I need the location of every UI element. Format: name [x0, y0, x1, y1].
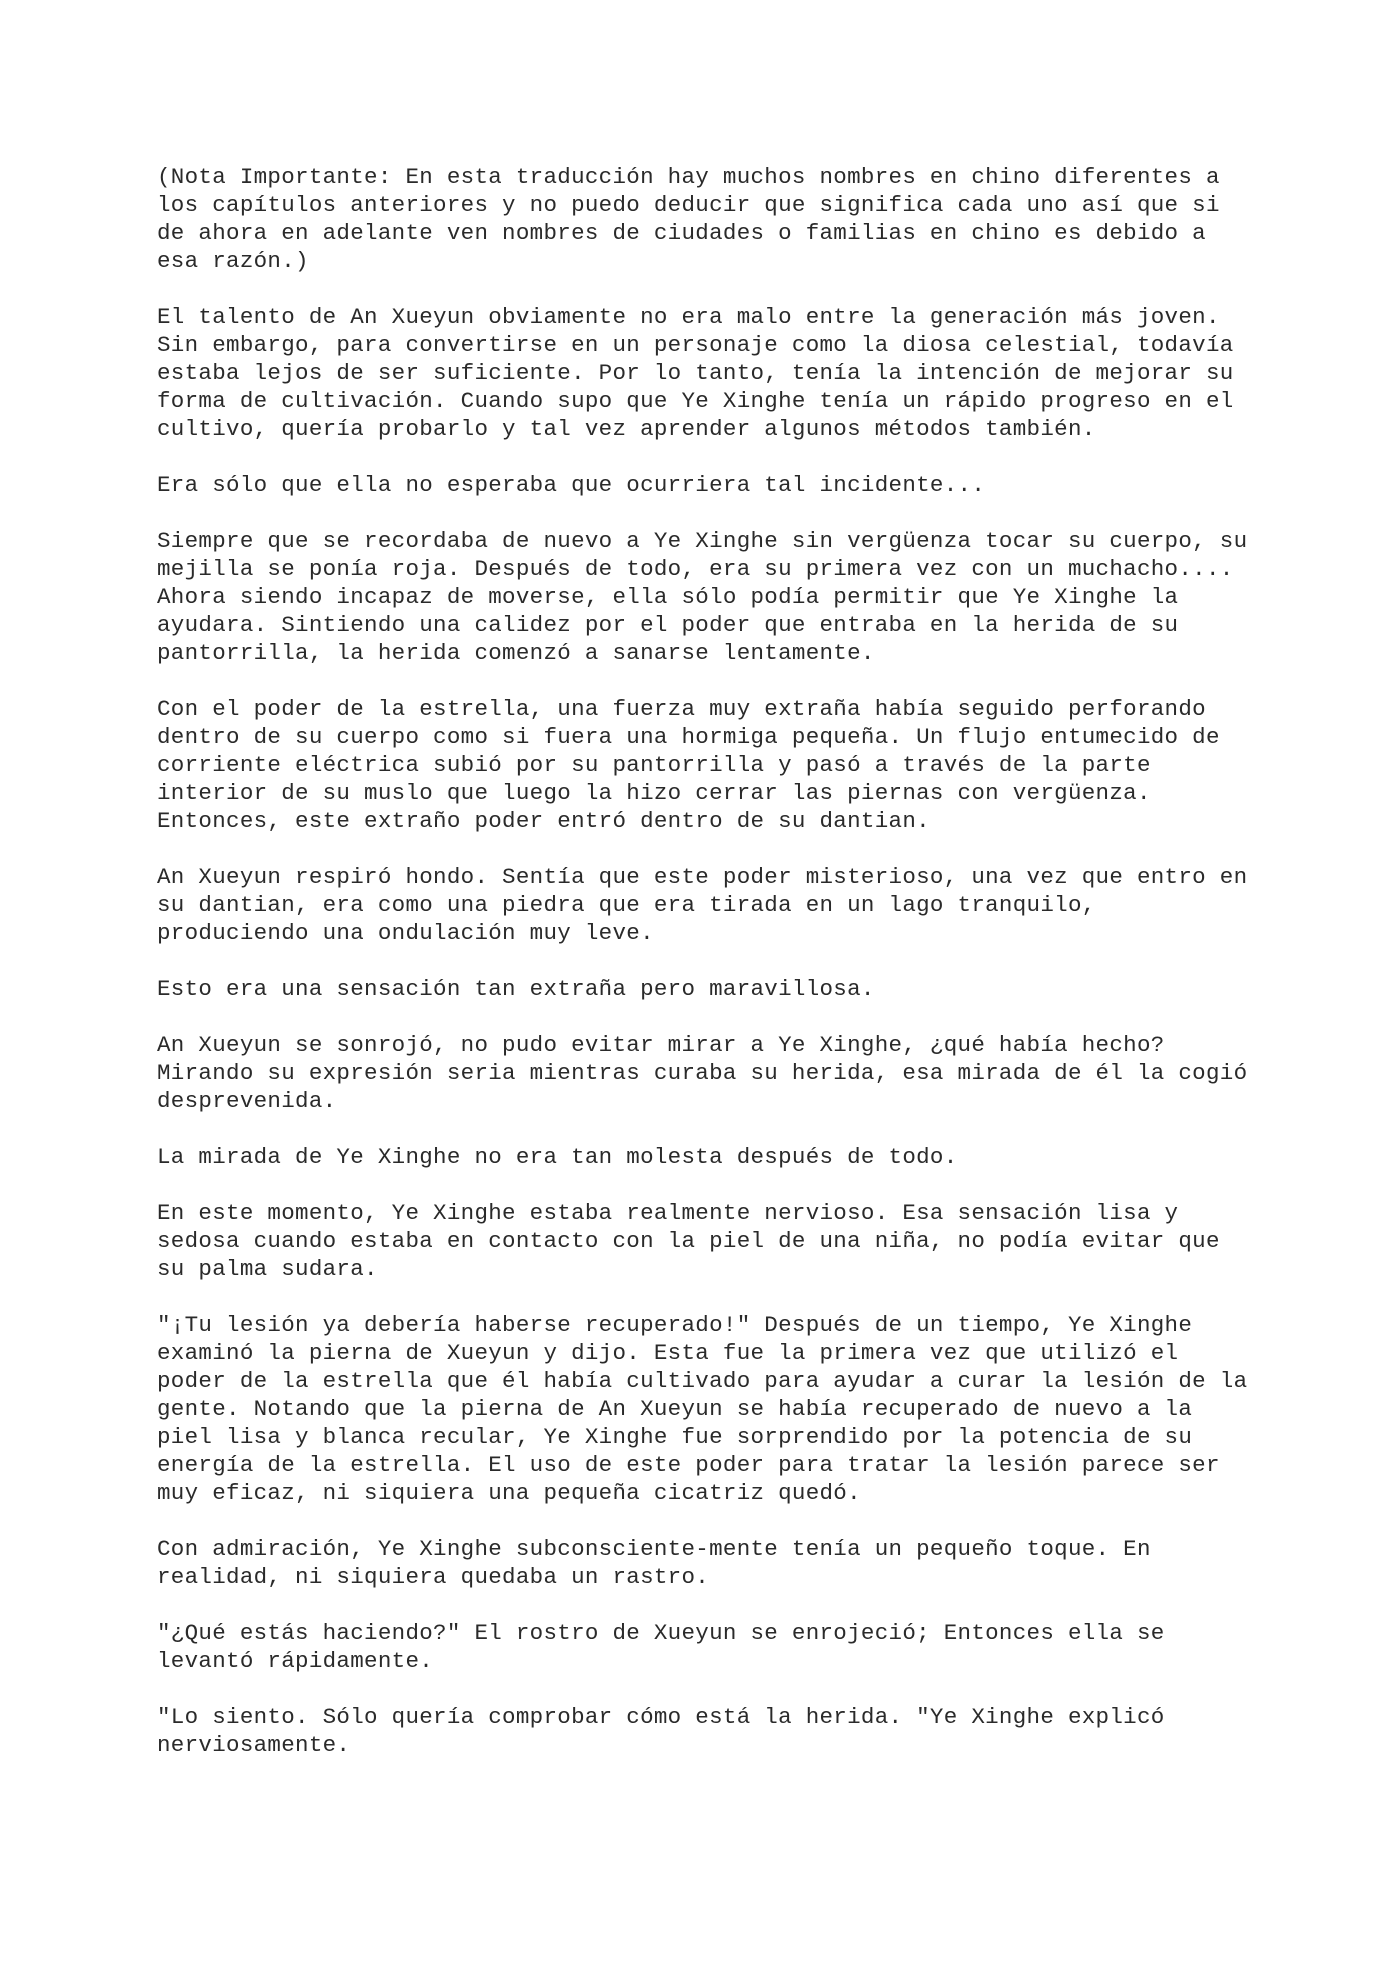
- document-body: [157, 163, 1257, 1787]
- paragraph: La mirada de Ye Xinghe no era tan molesta después de todo.: [157, 1144, 958, 1170]
- paragraph: Siempre que se recordaba de nuevo a Ye Xinghe sin vergüenza tocar su cuerpo, su mejilla se ponía roja. Después de todo, era su primera vez con un muchacho.... Ahora siendo incapaz de moverse, ella sólo podía permitir que Ye Xinghe la ayudara. Sintiendo una calidez por el poder que entraba en la herida de su pantorrilla, la herida comenzó a sanarse lentamente.: [157, 528, 1248, 666]
- paragraph: Era sólo que ella no esperaba que ocurriera tal incidente...: [157, 472, 986, 498]
- paragraph: An Xueyun se sonrojó, no pudo evitar mirar a Ye Xinghe, ¿qué había hecho? Mirando su expresión seria mientras curaba su herida, esa mirada de él la cogió desprevenida.: [157, 1032, 1248, 1114]
- paragraph: Con el poder de la estrella, una fuerza muy extraña había seguido perforando dentro de su cuerpo como si fuera una hormiga pequeña. Un flujo entumecido de corriente eléctrica subió por su pantorrilla y pasó a través de la parte interior de su muslo que luego la hizo cerrar las piernas con vergüenza. Entonces, este extraño poder entró dentro de su dantian.: [157, 696, 1220, 834]
- paragraph: "¡Tu lesión ya debería haberse recuperado!" Después de un tiempo, Ye Xinghe examinó la pierna de Xueyun y dijo. Esta fue la primera vez que utilizó el poder de la estrella que él había cultivado para ayudar a curar la lesión de la gente. Notando que la pierna de An Xueyun se había recuperado de nuevo a la piel lisa y blanca recular, Ye Xinghe fue sorprendido por la potencia de su energía de la estrella. El uso de este poder para tratar la lesión parece ser muy eficaz, ni siquiera una pequeña cicatriz quedó.: [157, 1312, 1248, 1506]
- paragraph: Esto era una sensación tan extraña pero maravillosa.: [157, 976, 875, 1002]
- paragraph: (Nota Importante: En esta traducción hay muchos nombres en chino diferentes a los capítulos anteriores y no puedo deducir que significa cada uno así que si de ahora en adelante ven nombres de ciudades o familias en chino es debido a esa razón.): [157, 164, 1220, 274]
- paragraph: El talento de An Xueyun obviamente no era malo entre la generación más joven. Sin embargo, para convertirse en un personaje como la diosa celestial, todavía estaba lejos de ser suficiente. Por lo tanto, tenía la intención de mejorar su forma de cultivación. Cuando supo que Ye Xinghe tenía un rápido progreso en el cultivo, quería probarlo y tal vez aprender algunos métodos también.: [157, 304, 1234, 442]
- paragraph: En este momento, Ye Xinghe estaba realmente nervioso. Esa sensación lisa y sedosa cuando estaba en contacto con la piel de una niña, no podía evitar que su palma sudara.: [157, 1200, 1220, 1282]
- paragraph: An Xueyun respiró hondo. Sentía que este poder misterioso, una vez que entro en su dantian, era como una piedra que era tirada en un lago tranquilo, produciendo una ondulación muy leve.: [157, 864, 1248, 946]
- paragraph: "Lo siento. Sólo quería comprobar cómo está la herida. "Ye Xinghe explicó nerviosamente.: [157, 1704, 1165, 1758]
- paragraph: Con admiración, Ye Xinghe subconsciente-mente tenía un pequeño toque. En realidad, ni siquiera quedaba un rastro.: [157, 1536, 1151, 1590]
- paragraph: "¿Qué estás haciendo?" El rostro de Xueyun se enrojeció; Entonces ella se levantó rápidamente.: [157, 1620, 1165, 1674]
